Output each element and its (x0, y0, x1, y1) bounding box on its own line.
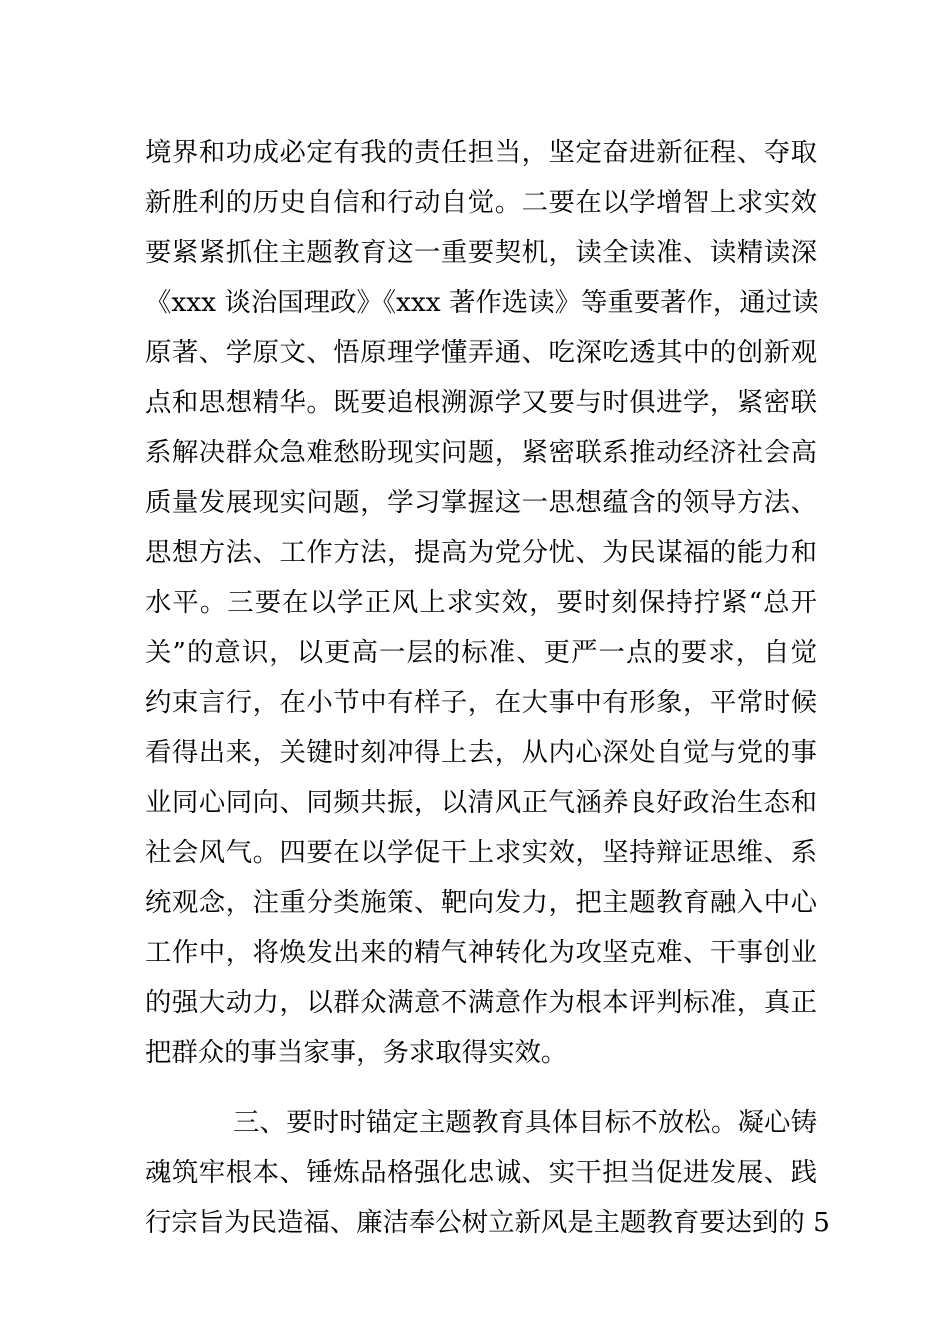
text-line: 新胜利的历史自信和行动自觉。二要在以学增智上求实效 (145, 187, 817, 218)
text-line: 原著、学原文、悟原理学懂弄通、吃深吃透其中的创新观 (145, 337, 817, 368)
text-line: 的强大动力，以群众满意不满意作为根本评判标准，真正 (145, 987, 817, 1018)
paragraph-gap (145, 1078, 817, 1098)
text-line: 工作中，将焕发出来的精气神转化为攻坚克难、干事创业 (145, 937, 817, 968)
text-line: 约束言行，在小节中有样子，在大事中有形象，平常时候 (145, 687, 817, 718)
text-line: 点和思想精华。既要追根溯源学又要与时俱进学，紧密联 (145, 387, 817, 418)
text-line: 境界和功成必定有我的责任担当，坚定奋进新征程、夺取 (145, 137, 817, 168)
text-line: 关”的意识，以更高一层的标准、更严一点的要求，自觉 (145, 637, 817, 668)
text-line: 统观念，注重分类施策、靶向发力，把主题教育融入中心 (145, 887, 817, 918)
text-line: 社会风气。四要在以学促干上求实效，坚持辩证思维、系 (145, 837, 817, 868)
text-line: 系解决群众急难愁盼现实问题，紧密联系推动经济社会高 (145, 437, 817, 468)
text-line: 思想方法、工作方法，提高为党分忧、为民谋福的能力和 (145, 537, 817, 568)
text-line: 业同心同向、同频共振，以清风正气涵养良好政治生态和 (145, 787, 817, 818)
text-line: 要紧紧抓住主题教育这一重要契机，读全读准、读精读深 (145, 237, 817, 268)
text-line: 魂筑牢根本、锤炼品格强化忠诚、实干担当促进发展、践 (145, 1157, 817, 1188)
text-line: 行宗旨为民造福、廉洁奉公树立新风是主题教育要达到的 5 (145, 1207, 830, 1238)
text-line: 《xxx 谈治国理政》《xxx 著作选读》等重要著作，通过读 (145, 287, 819, 318)
text-line: 看得出来，关键时刻冲得上去，从内心深处自觉与党的事 (145, 737, 817, 768)
text-line: 质量发展现实问题，学习掌握这一思想蕴含的领导方法、 (145, 487, 817, 518)
text-line: 水平。三要在以学正风上求实效，要时刻保持拧紧“总开 (145, 587, 817, 618)
text-line: 把群众的事当家事，务求取得实效。 (145, 1037, 568, 1068)
body-text (145, 128, 830, 1248)
text-line: 三、要时时锚定主题教育具体目标不放松。凝心铸 (233, 1107, 817, 1138)
